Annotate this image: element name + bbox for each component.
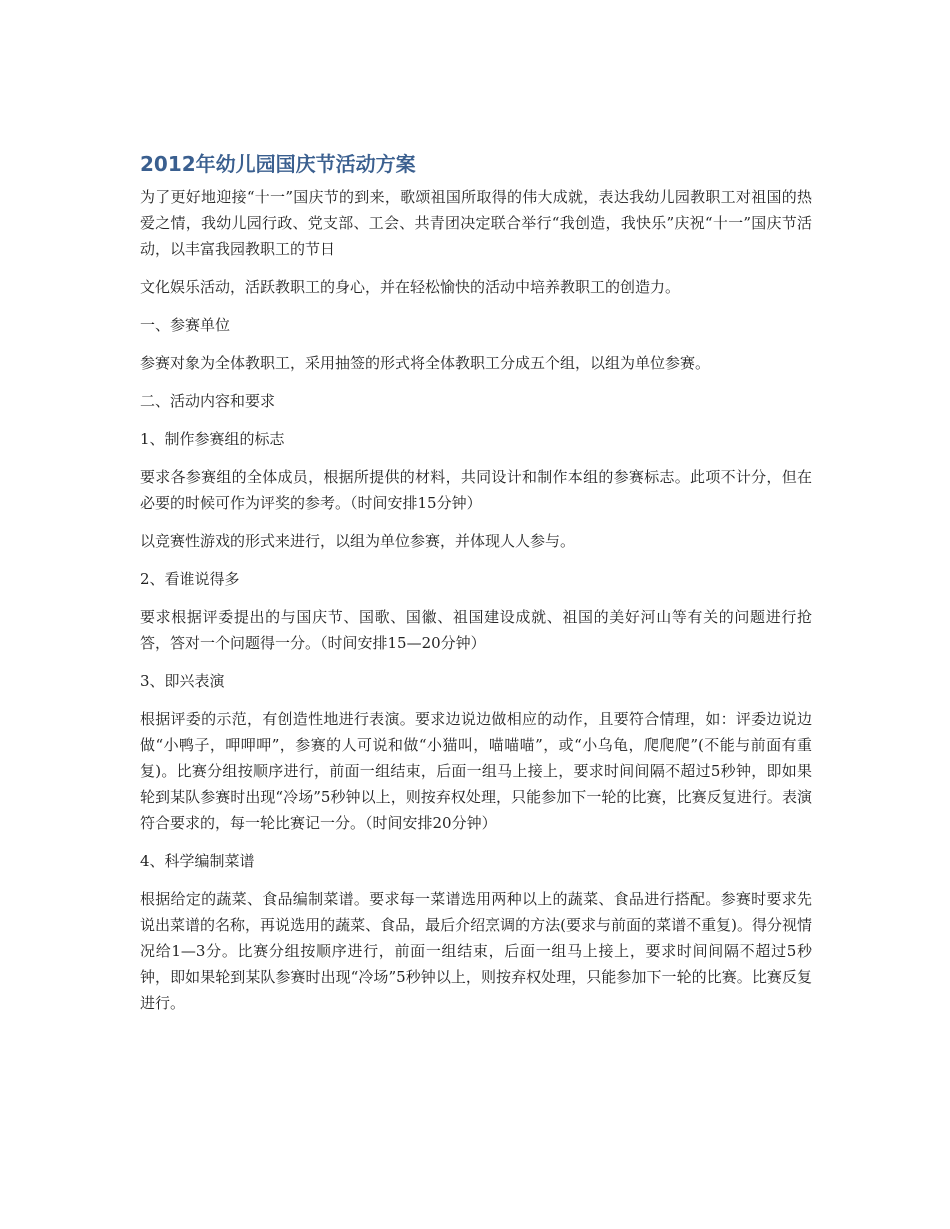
item-heading-2: 2、看谁说得多 [140, 570, 240, 588]
paragraph-item-2: 要求根据评委提出的与国庆节、国歌、国徽、祖国建设成就、祖国的美好河山等有关的问题进行抢答，答对一个问题得一分。（时间安排15—20分钟） [140, 608, 812, 652]
document-page [140, 150, 812, 1028]
section-heading-content: 二、活动内容和要求 [140, 392, 276, 410]
paragraph-item-3: 根据评委的示范，有创造性地进行表演。要求边说边做相应的动作，且要符合情理，如：评委边说边做“小鸭子，呷呷呷”，参赛的人可说和做“小猫叫，喵喵喵”，或“小乌龟，爬爬爬”(不能与前面有重复)。比赛分组按顺序进行，前面一组结束，后面一组马上接上，要求时间间隔不超过5秒钟，即如果轮到某队参赛时出现“冷场”5秒钟以上，则按弃权处理，只能参加下一轮的比赛，比赛反复进行。表演符合要求的，每一轮比赛记一分。（时间安排20分钟） [140, 710, 812, 832]
paragraph-participants: 参赛对象为全体教职工，采用抽签的形式将全体教职工分成五个组，以组为单位参赛。 [140, 354, 711, 372]
item-heading-1: 1、制作参赛组的标志 [140, 430, 285, 448]
item-heading-3: 3、即兴表演 [140, 672, 225, 690]
section-heading-participants: 一、参赛单位 [140, 316, 231, 334]
paragraph-intro: 为了更好地迎接“十一”国庆节的到来，歌颂祖国所取得的伟大成就，表达我幼儿园教职工对祖国的热爱之情，我幼儿园行政、党支部、工会、共青团决定联合举行“我创造，我快乐”庆祝“十一”国庆节活动，以丰富我园教职工的节日 [140, 188, 812, 258]
item-heading-4: 4、科学编制菜谱 [140, 852, 255, 870]
paragraph-intro-continued: 文化娱乐活动，活跃教职工的身心，并在轻松愉快的活动中培养教职工的创造力。 [140, 278, 681, 296]
paragraph-game-format: 以竞赛性游戏的形式来进行，以组为单位参赛，并体现人人参与。 [140, 532, 576, 550]
paragraph-item-4: 根据给定的蔬菜、食品编制菜谱。要求每一菜谱选用两种以上的蔬菜、食品进行搭配。参赛时要求先说出菜谱的名称，再说选用的蔬菜、食品，最后介绍烹调的方法(要求与前面的菜谱不重复)。得分视情况给1—3分。比赛分组按顺序进行，前面一组结束，后面一组马上接上，要求时间间隔不超过5秒钟，即如果轮到某队参赛时出现“冷场”5秒钟以上，则按弃权处理，只能参加下一轮的比赛。比赛反复进行。 [140, 890, 812, 1012]
paragraph-item-1: 要求各参赛组的全体成员，根据所提供的材料，共同设计和制作本组的参赛标志。此项不计分，但在必要的时候可作为评奖的参考。（时间安排15分钟） [140, 468, 812, 512]
document-title: 2012年幼儿园国庆节活动方案 [140, 152, 416, 176]
